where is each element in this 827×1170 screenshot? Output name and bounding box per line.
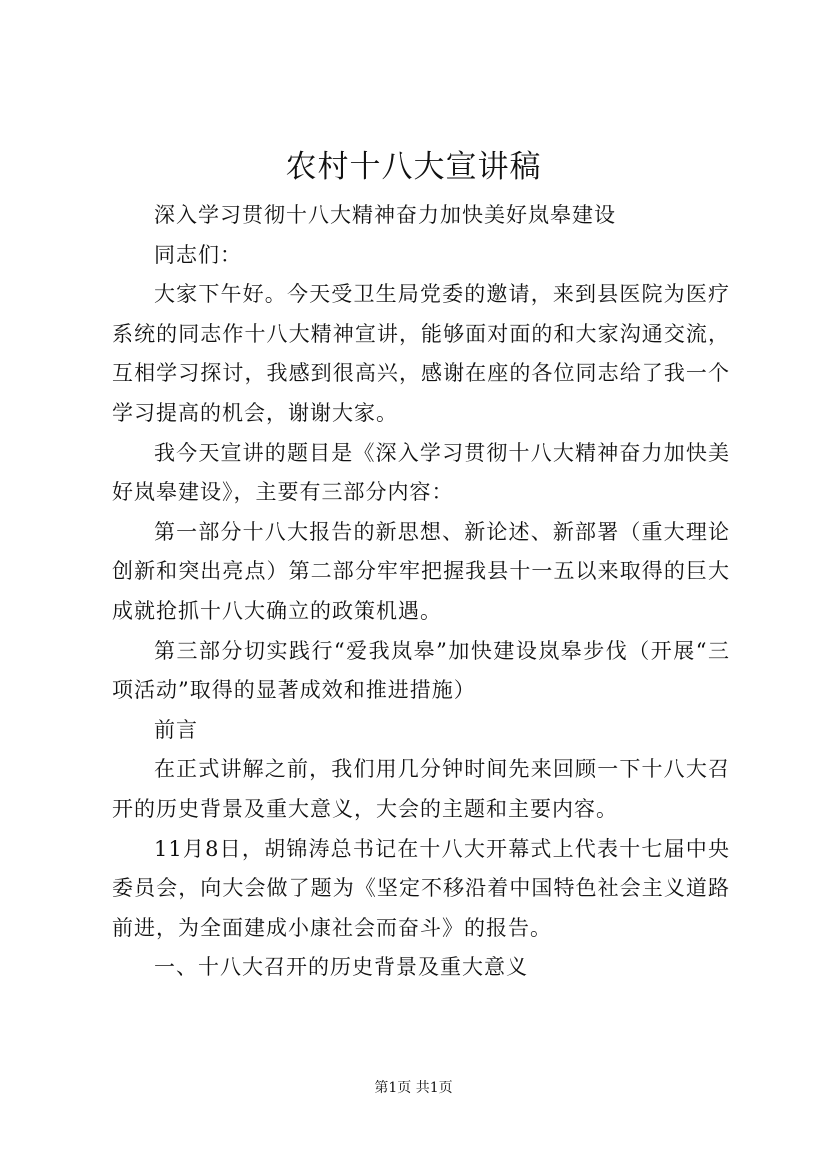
section-heading-preface: 前言	[154, 717, 198, 742]
paragraph: 在正式讲解之前，我们用几分钟时间先来回顾一下十八大召开的历史背景及重大意义，大会的主题和主要内容。	[112, 757, 730, 821]
paragraph: 大家下午好。今天受卫生局党委的邀请，来到县医院为医疗系统的同志作十八大精神宣讲，能够面对面的和大家沟通交流，互相学习探讨，我感到很高兴，感谢在座的各位同志给了我一个学习提高的机会，谢谢大家。	[112, 282, 730, 425]
section-heading-one: 一、十八大召开的历史背景及重大意义	[154, 955, 528, 980]
paragraph-salutation: 同志们：	[154, 242, 242, 267]
document-title: 农村十八大宣讲稿	[285, 149, 542, 185]
page-number-footer: 第1页 共1页	[374, 1080, 453, 1096]
paragraph: 第三部分切实践行“爱我岚皋”加快建设岚皋步伐（开展“三项活动”取得的显著成效和推进措施）	[112, 638, 730, 703]
paragraph-subtitle: 深入学习贯彻十八大精神奋力加快美好岚皋建设	[154, 203, 616, 227]
document-body	[112, 196, 730, 988]
paragraph: 第一部分十八大报告的新思想、新论述、新部署（重大理论创新和突出亮点）第二部分牢牢把握我县十一五以来取得的巨大成就抢抓十八大确立的政策机遇。	[112, 519, 730, 623]
paragraph: 11月8日，胡锦涛总书记在十八大开幕式上代表十七届中央委员会，向大会做了题为《坚定不移沿着中国特色社会主义道路前进，为全面建成小康社会而奋斗》的报告。	[112, 836, 730, 940]
paragraph: 我今天宣讲的题目是《深入学习贯彻十八大精神奋力加快美好岚皋建设》，主要有三部分内容：	[112, 440, 730, 505]
